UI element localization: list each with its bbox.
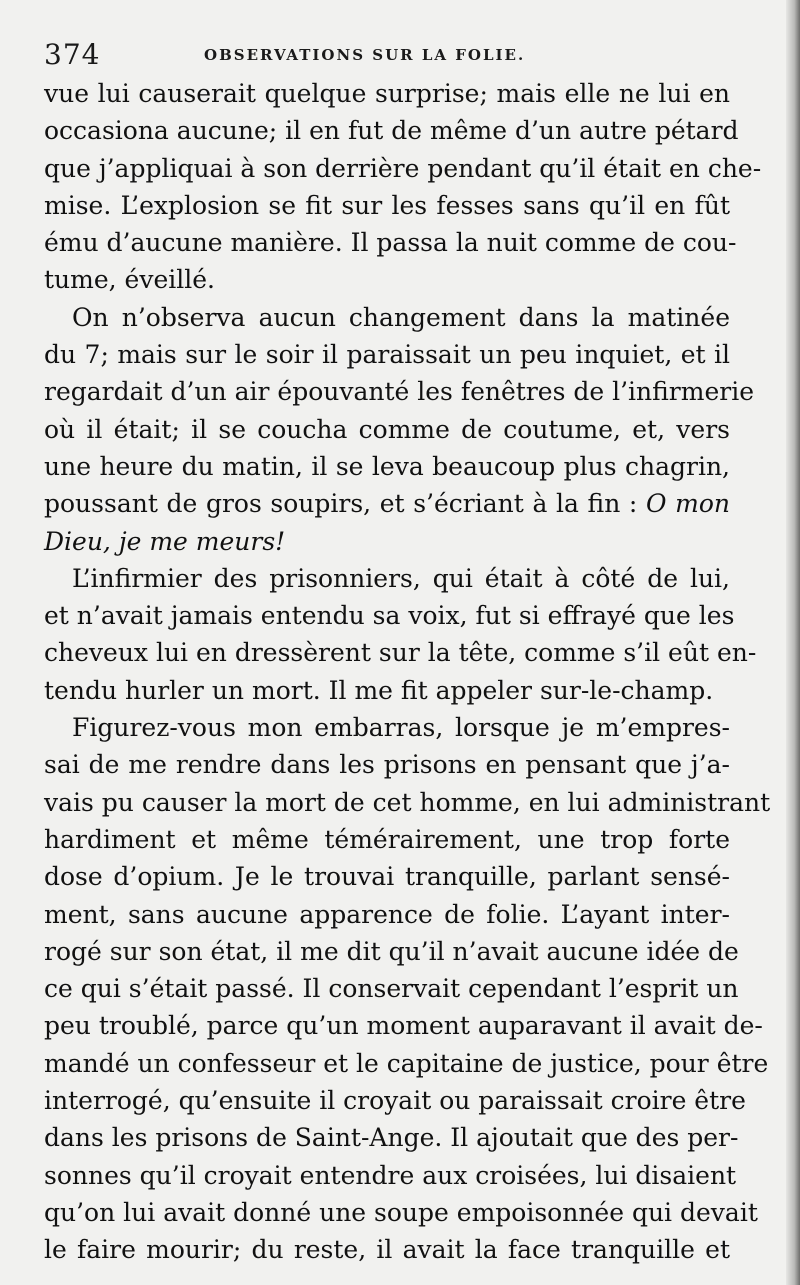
text-line: sai de me rendre dans les prisons en pensant que j’a- xyxy=(44,750,730,780)
text-line: du 7; mais sur le soir il paraissait un peu inquiet, et il xyxy=(44,340,730,370)
text-line: regardait d’un air épouvanté les fenêtres de l’infirmerie xyxy=(44,377,754,407)
text-line: dose d’opium. Je le trouvai tranquille, parlant sensé- xyxy=(44,862,730,892)
text-line: hardiment et même témérairement, une trop forte xyxy=(44,824,730,854)
text-line: où il était; il se coucha comme de coutume, et, vers xyxy=(44,414,730,444)
text-line: tendu hurler un mort. Il me fit appeler sur-le-champ. xyxy=(44,675,714,705)
body-text xyxy=(44,75,771,1269)
text-line: dans les prisons de Saint-Ange. Il ajoutait que des per- xyxy=(44,1123,739,1153)
text-line: On n’observa aucun changement dans la matinée xyxy=(72,302,730,332)
text-line: et n’avait jamais entendu sa voix, fut si effrayé que les xyxy=(44,601,735,631)
text-line: mandé un confesseur et le capitaine de justice, pour être xyxy=(44,1048,769,1078)
text-line: le faire mourir; du reste, il avait la face tranquille et xyxy=(44,1235,730,1265)
page-header xyxy=(44,28,744,71)
page-number: 374 xyxy=(44,38,101,71)
text-line: ému d’aucune manière. Il passa la nuit comme de cou- xyxy=(44,228,737,258)
text-line: une heure du matin, il se leva beaucoup plus chagrin, xyxy=(44,451,730,481)
text-line: vue lui causerait quelque surprise; mais elle ne lui en xyxy=(44,79,730,108)
text-line: cheveux lui en dressèrent sur la tête, comme s’il eût en- xyxy=(44,638,757,668)
text-line: peu troublé, parce qu’un moment auparavant il avait de- xyxy=(44,1011,763,1041)
text-line: vais pu causer la mort de cet homme, en lui administrant xyxy=(44,787,771,817)
text-line: occasiona aucune; il en fut de même d’un autre pétard xyxy=(44,116,739,146)
text-line: Figurez-vous mon embarras, lorsque je m’empres- xyxy=(72,713,730,743)
running-title: OBSERVATIONS SUR LA FOLIE. xyxy=(204,46,526,64)
text-line: mise. L’explosion se fit sur les fesses sans qu’il en fût xyxy=(44,190,730,220)
text-line: sonnes qu’il croyait entendre aux croisées, lui disaient xyxy=(44,1160,737,1190)
text-line: ment, sans aucune apparence de folie. L’ayant inter- xyxy=(44,899,730,929)
text-line: L’infirmier des prisonniers, qui était à côté de lui, xyxy=(72,563,730,593)
text-line: tume, éveillé. xyxy=(44,265,215,295)
text-line: qu’on lui avait donné une soupe empoisonnée qui devait xyxy=(44,1197,758,1227)
text-line: ce qui s’était passé. Il conservait cependant l’esprit un xyxy=(44,974,739,1004)
text-line: que j’appliquai à son derrière pendant qu’il était en che- xyxy=(44,153,762,183)
text-line: poussant de gros soupirs, et s’écriant à la fin : O mon xyxy=(44,489,730,519)
text-line: rogé sur son état, il me dit qu’il n’avait aucune idée de xyxy=(44,936,739,966)
text-line: Dieu, je me meurs! xyxy=(44,526,286,556)
text-line: interrogé, qu’ensuite il croyait ou paraissait croire être xyxy=(44,1086,746,1116)
page-edge-shadow xyxy=(786,0,800,1285)
